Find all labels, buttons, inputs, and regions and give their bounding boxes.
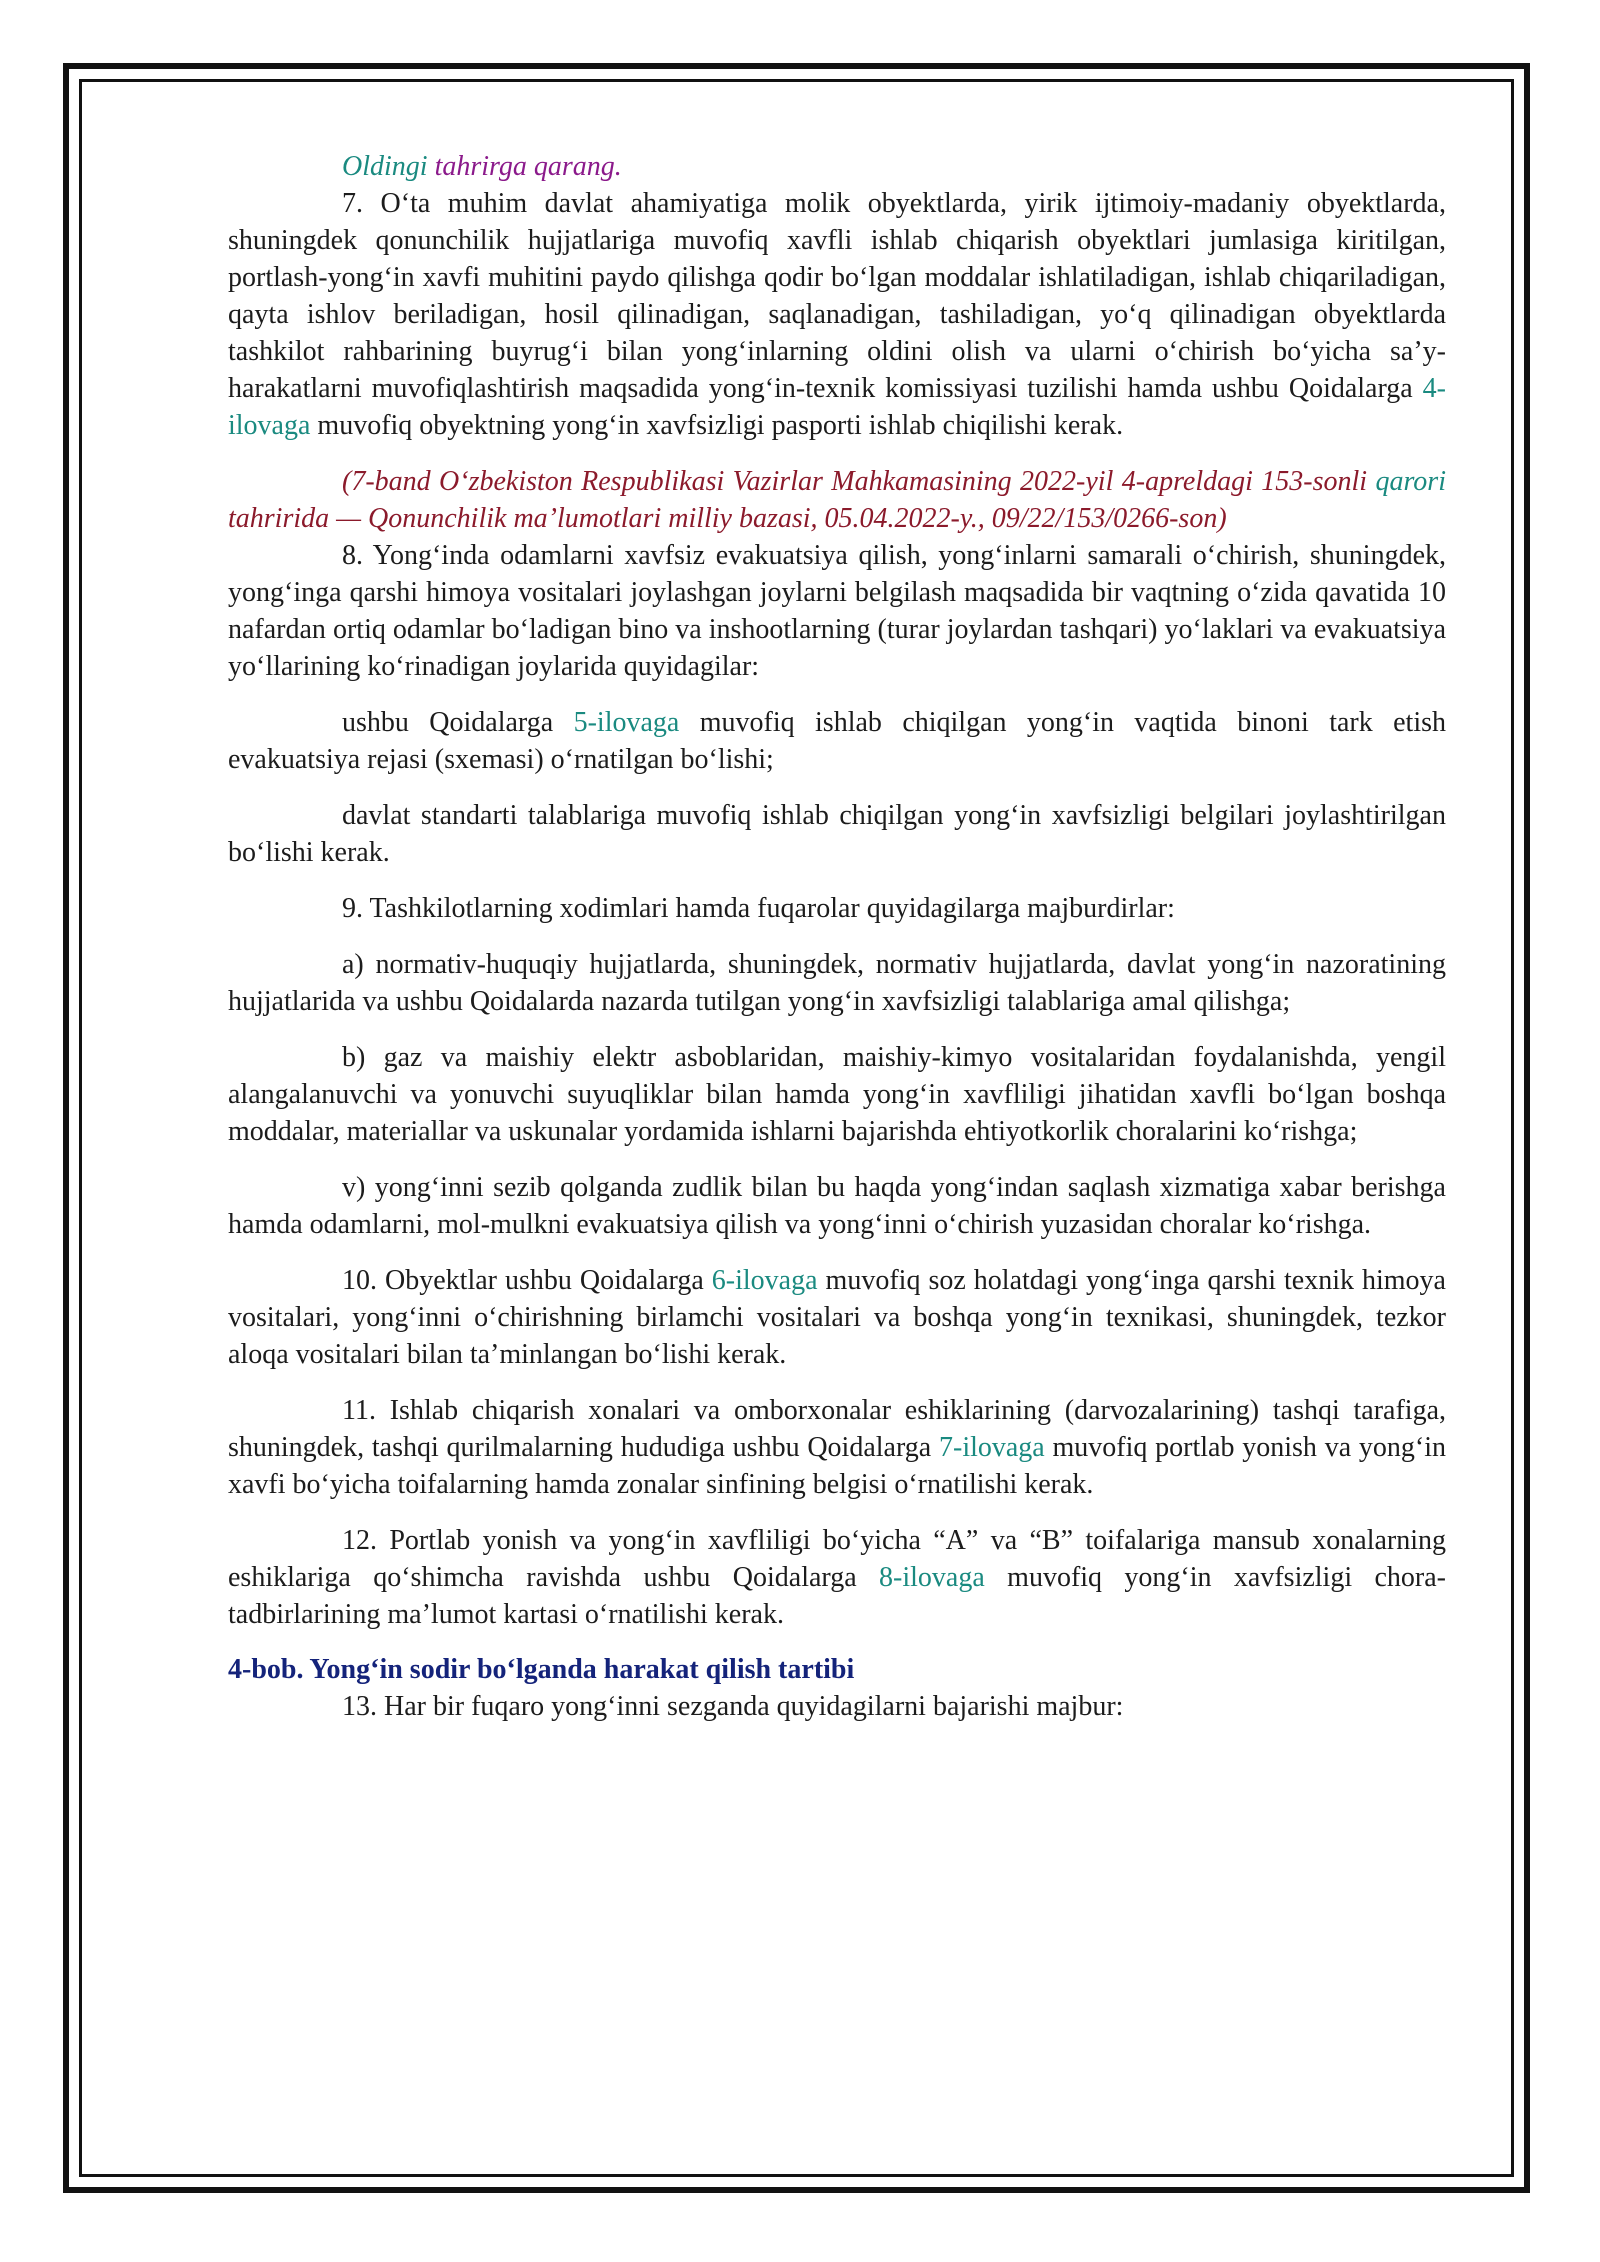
paragraph-10 (228, 1262, 1446, 1373)
annex-7-link[interactable]: 7-ilovaga (939, 1432, 1045, 1463)
previous-edition-text[interactable]: tahrirga qarang. (434, 151, 622, 182)
edition-note-text-end: tahririda — Qonunchilik ma’lumotlari milliy bazasi, 05.04.2022-y., 09/22/153/0266-son) (228, 503, 1227, 534)
edition-note-text: (7-band O‘zbekiston Respublikasi Vazirlar Mahkamasining 2022-yil 4-apreldagi 153-sonli (342, 466, 1376, 497)
paragraph-12-text: 12. Portlab yonish va yong‘in xavfliligi bo‘yicha “A” va “B” toifalariga mansub xonalarning eshiklariga qo‘shimcha ravishda ushbu Qoidalarga (228, 1525, 1446, 1593)
paragraph-8: 8. Yong‘inda odamlarni xavfsiz evakuatsiya qilish, yong‘inlarni samarali o‘chirish, shuningdek, yong‘inga qarshi himoya vositalari joylashgan joylarni belgilash maqsadida bir vaqtning o‘zida qavatida 10 nafardan ortiq odamlar bo‘ladigan bino va inshootlarning (turar joylardan tashqari) yo‘laklari va evakuatsiya yo‘llarining ko‘rinadigan joylarida quyidagilar: (228, 540, 1446, 682)
paragraph-12-text-end: muvofiq yong‘in xavfsizligi chora-tadbirlarining ma’lumot kartasi o‘rnatilishi kerak. (228, 1562, 1446, 1630)
paragraph-11-text-end: muvofiq portlab yonish va yong‘in xavfi bo‘yicha toifalarning hamda zonalar sinfining belgisi o‘rnatilishi kerak. (228, 1432, 1446, 1500)
paragraph-9-item-v: v) yong‘inni sezib qolganda zudlik bilan bu haqda yong‘indan saqlash xizmatiga xabar berishga hamda odamlarni, mol-mulkni evakuatsiya qilish va yong‘inni o‘chirish yuzasidan choralar ko‘rishga. (228, 1172, 1446, 1240)
annex-4-link[interactable]: 4-ilovaga (228, 373, 1446, 441)
annex-8-link[interactable]: 8-ilovaga (879, 1562, 985, 1593)
paragraph-8-item-1-text: ushbu Qoidalarga (342, 707, 574, 738)
paragraph-12 (228, 1522, 1446, 1633)
annex-6-link[interactable]: 6-ilovaga (711, 1265, 818, 1296)
paragraph-10-text-end: muvofiq soz holatdagi yong‘inga qarshi texnik himoya vositalari, yong‘inni o‘chirishning birlamchi vositalari va boshqa yong‘in texnikasi, shuningdek, tezkor aloqa vositalari bilan ta’minlangan bo‘lishi kerak. (228, 1265, 1446, 1370)
paragraph-11 (228, 1392, 1446, 1503)
paragraph-7-text: 7. O‘ta muhim davlat ahamiyatiga molik obyektlarda, yirik ijtimoiy-madaniy obyektlarda, shuningdek qonunchilik hujjatlariga muvofiq xavfli ishlab chiqarish obyektlari jumlasiga kiritilgan, portlash-yong‘in xavfi muhitini paydo qilishga qodir bo‘lgan moddalar ishlatiladigan, ishlab chiqariladigan, qayta ishlov beriladigan, hosil qilinadigan, saqlanadigan, tashiladigan, yo‘q qilinadigan obyektlarda tashkilot rahbarining buyrug‘i bilan yong‘inlarning oldini olish va ularni o‘chirish bo‘yicha sa’y-harakatlarni muvofiqlashtirish maqsadida yong‘in-texnik komissiyasi tuzilishi hamda ushbu Qoidalarga (228, 188, 1446, 404)
paragraph-11-text: 11. Ishlab chiqarish xonalari va omborxonalar eshiklarining (darvozalarining) tashqi tarafiga, shuningdek, tashqi qurilmalarning hududiga ushbu Qoidalarga (228, 1395, 1446, 1463)
resolution-link[interactable]: qarori (1375, 466, 1446, 497)
paragraph-7-text-end: muvofiq obyektning yong‘in xavfsizligi pasporti ishlab chiqilishi kerak. (310, 410, 1124, 441)
annex-5-link[interactable]: 5-ilovaga (573, 707, 680, 738)
paragraph-9-item-b: b) gaz va maishiy elektr asboblaridan, maishiy-kimyo vositalaridan foydalanishda, yengil alangalanuvchi va yonuvchi suyuqliklar bilan hamda yong‘in xavfliligi jihatidan xavfli bo‘lgan boshqa moddalar, materiallar va uskunalar yordamida ishlarni bajarishda ehtiyotkorlik choralarini ko‘rishga; (228, 1042, 1446, 1147)
paragraph-8-item-1 (228, 704, 1446, 778)
paragraph-8-item-2: davlat standarti talablariga muvofiq ishlab chiqilgan yong‘in xavfsizligi belgilari joylashtirilgan bo‘lishi kerak. (228, 800, 1446, 868)
paragraph-8-item-1-text-end: muvofiq ishlab chiqilgan yong‘in vaqtida binoni tark etish evakuatsiya rejasi (sxemasi) o‘rnatilgan bo‘lishi; (228, 707, 1447, 775)
document-body (228, 148, 1446, 1725)
edition-note-7 (228, 463, 1446, 537)
previous-edition-link[interactable] (228, 148, 1446, 185)
paragraph-9-item-a: a) normativ-huquqiy hujjatlarda, shuningdek, normativ hujjatlarda, davlat yong‘in nazoratining hujjatlarida va ushbu Qoidalarda nazarda tutilgan yong‘in xavfsizligi talablariga amal qilishga; (228, 949, 1446, 1017)
paragraph-9: 9. Tashkilotlarning xodimlari hamda fuqarolar quyidagilarga majburdirlar: (342, 893, 1175, 924)
paragraph-13: 13. Har bir fuqaro yong‘inni sezganda quyidagilarni bajarishi majbur: (342, 1691, 1124, 1722)
previous-edition-word[interactable]: Oldingi (342, 151, 428, 182)
chapter-4-heading: 4-bob. Yong‘in sodir bo‘lganda harakat qilish tartibi (228, 1654, 855, 1685)
paragraph-7 (228, 185, 1446, 444)
paragraph-10-text: 10. Obyektlar ushbu Qoidalarga (342, 1265, 712, 1296)
